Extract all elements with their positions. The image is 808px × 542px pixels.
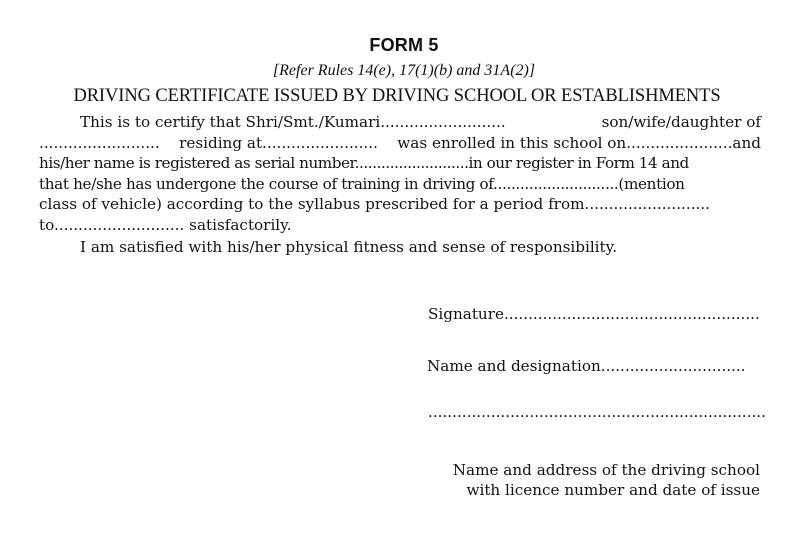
body-line-1 — [49, 112, 761, 133]
body-paragraph-2 — [49, 237, 761, 258]
body-line-2 — [39, 133, 761, 154]
body-line-3 — [39, 153, 761, 174]
body-line-6 — [39, 215, 761, 236]
school-label-line-1: Name and address of the driving school — [452, 461, 760, 479]
school-details-blank: ...................................................................... — [428, 403, 766, 421]
rules-reference: [Refer Rules 14(e), 17(1)(b) and 31A(2)] — [272, 62, 536, 79]
body-line-5-text: class of vehicle) according to the syllabus prescribed for a period from.......................... — [39, 195, 711, 214]
name-designation-field: Name and designation.............................. — [427, 357, 746, 375]
body-line-2-part-3: was enrolled in this school on......................and — [397, 133, 761, 152]
body-line-1-part-2: son/wife/daughter of — [601, 113, 761, 131]
body-line-5 — [39, 194, 761, 215]
certificate-body — [39, 112, 761, 257]
signature-field: Signature..................................................... — [428, 305, 760, 323]
fitness-statement: I am satisfied with his/her physical fitness and sense of responsibility. — [80, 237, 618, 256]
body-line-2-part-1: ......................... — [39, 133, 160, 152]
body-line-4-text: that he/she has undergone the course of training in driving of............................(mention — [39, 174, 685, 193]
school-details-label — [422, 460, 760, 500]
certificate-heading: DRIVING CERTIFICATE ISSUED BY DRIVING SCHOOL OR ESTABLISHMENTS — [73, 86, 721, 106]
body-line-1-part-1: This is to certify that Shri/Smt./Kumari.......................... — [80, 113, 506, 131]
form-title: FORM 5 — [369, 35, 439, 55]
body-line-4 — [39, 174, 761, 195]
body-line-3-text: his/her name is registered as serial number..........................in our register in Form 14 and — [39, 154, 689, 173]
body-line-2-part-2: residing at........................ — [179, 133, 378, 152]
school-label-line-2: with licence number and date of issue — [466, 481, 760, 499]
body-line-6-text: to........................... satisfactorily. — [39, 215, 292, 234]
